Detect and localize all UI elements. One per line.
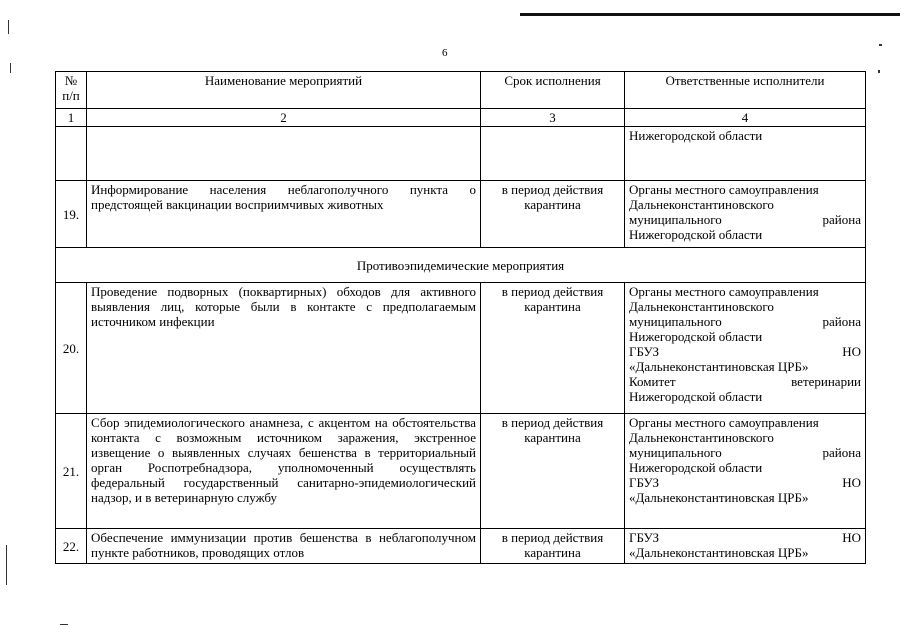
term-cell: в период действия карантина	[481, 529, 625, 564]
table-row-20	[56, 283, 866, 414]
header-num: № п/п	[56, 72, 87, 109]
action-cell: Проведение подворных (поквартирных) обходов для активного выявления лиц, которые были в контакте с предполагаемым источником инфекции	[87, 283, 481, 414]
scan-speck	[878, 70, 880, 73]
scan-speck	[8, 20, 9, 34]
responsible-cell: Органы местного самоуправления Дальнеконстантиновского муниципального района Нижегородской области ГБУЗ НО «Дальнеконстантиновская ЦРБ»	[625, 414, 866, 529]
action-cell: Информирование населения неблагополучного пункта о предстоящей вакцинации восприимчивых животных	[87, 181, 481, 248]
scan-speck	[10, 63, 11, 73]
responsible-cell: Нижегородской области	[625, 127, 866, 181]
row-number: 21.	[56, 414, 87, 529]
action-cell: Сбор эпидемиологического анамнеза, с акцентом на обстоятельства контакта с возможным источником заражения, экстренное извещение о выявленных случаях бешенства в территориальный орган Роспотребнадзора, уполномоченный осуществлять федеральный государственный санитарно-эпидемиологический надзор, и в ветеринарную службу	[87, 414, 481, 529]
section-title: Противоэпидемические мероприятия	[56, 248, 866, 283]
row-number: 22.	[56, 529, 87, 564]
index-cell: 2	[87, 109, 481, 127]
table-row-21	[56, 414, 866, 529]
scan-speck	[60, 624, 68, 625]
table-row-19	[56, 181, 866, 248]
row-number: 19.	[56, 181, 87, 248]
index-cell: 3	[481, 109, 625, 127]
header-action: Наименование мероприятий	[87, 72, 481, 109]
table-row-continued	[56, 127, 866, 181]
index-cell: 4	[625, 109, 866, 127]
page-number: 6	[442, 47, 448, 59]
responsible-cell: ГБУЗ НО «Дальнеконстантиновская ЦРБ»	[625, 529, 866, 564]
table-row-22	[56, 529, 866, 564]
row-number: 20.	[56, 283, 87, 414]
section-row	[56, 248, 866, 283]
index-cell: 1	[56, 109, 87, 127]
header-term: Срок исполнения	[481, 72, 625, 109]
responsible-line: муниципального	[629, 212, 722, 227]
index-row	[56, 109, 866, 127]
responsible-cell: Органы местного самоуправления Дальнеконстантиновского муниципального района Нижегородской области	[625, 181, 866, 248]
responsible-cell: Органы местного самоуправления Дальнеконстантиновского муниципального района Нижегородской области ГБУЗ НО «Дальнеконстантиновская ЦРБ» Комитет ветеринарии Нижегородской области	[625, 283, 866, 414]
term-cell: в период действия карантина	[481, 181, 625, 248]
measures-table	[55, 71, 866, 564]
table-header-row	[56, 72, 866, 109]
term-cell: в период действия карантина	[481, 283, 625, 414]
top-scan-line	[520, 13, 900, 16]
scan-speck	[879, 44, 882, 46]
scan-speck	[6, 545, 7, 585]
term-cell: в период действия карантина	[481, 414, 625, 529]
header-responsible: Ответственные исполнители	[625, 72, 866, 109]
responsible-line: района	[822, 212, 861, 227]
action-cell: Обеспечение иммунизации против бешенства в неблагополучном пункте работников, проводящих отлов	[87, 529, 481, 564]
